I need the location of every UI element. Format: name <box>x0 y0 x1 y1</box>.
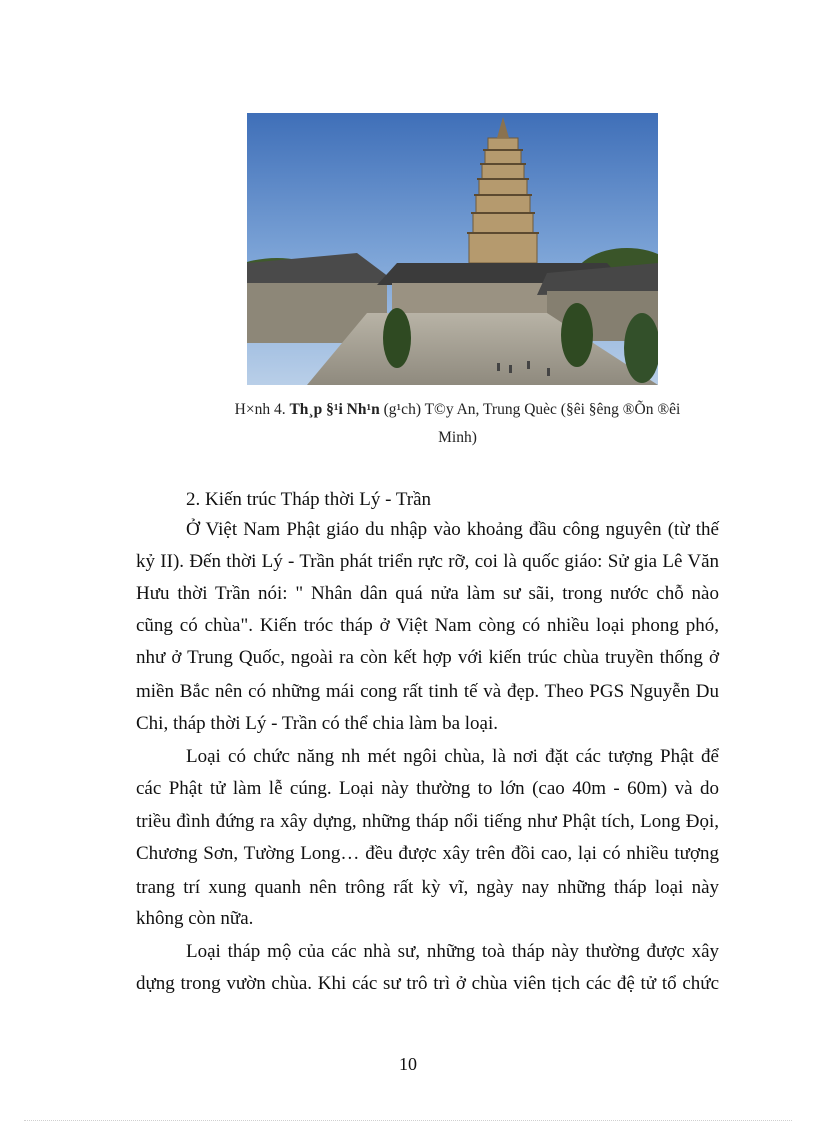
page-bottom-divider <box>24 1120 792 1121</box>
section-heading: 2. Kiến trúc Tháp thời Lý - Trần <box>186 489 432 510</box>
figure-caption-bold: Th¸p §¹i Nh¹n <box>289 401 380 418</box>
pagoda-photo <box>247 113 658 385</box>
body-line: Loại tháp mộ của các nhà sư, những toà tháp này thường được xây <box>186 941 719 962</box>
body-line: cũng có chùa". Kiến tróc tháp ở Việt Nam còng có nhiều loại phong phó, <box>136 615 719 636</box>
figure-caption <box>170 396 745 452</box>
figure-caption-line-1: H×nh 4. Th¸p §¹i Nh¹n (g¹ch) T©y An, Trung Quèc (§êi §êng ®Õn ®êi <box>234 401 681 418</box>
body-line: Chi, tháp thời Lý - Trần có thể chia làm ba loại. <box>136 713 499 734</box>
body-line: trang trí xung quanh nên trông rất kỳ vĩ, ngày nay những tháp loại này <box>136 877 719 898</box>
body-line: Ở Việt Nam Phật giáo du nhập vào khoảng đầu công nguyên (từ thế <box>186 519 719 540</box>
body-line: Hưu thời Trần nói: " Nhân dân quá nửa làm sư sãi, trong nước chỗ nào <box>136 583 719 604</box>
body-line: triều đình đứng ra xây dựng, những tháp nổi tiếng như Phật tích, Long Đọi, <box>136 811 719 832</box>
body-line: như ở Trung Quốc, ngoài ra còn kết hợp với kiến trúc chùa truyền thống ở <box>136 647 719 668</box>
page-number: 10 <box>399 1054 417 1074</box>
body-line: Chương Sơn, Tường Long… đều được xây trên đồi cao, lại có nhiều tượng <box>136 843 719 864</box>
body-line: các Phật tử làm lễ cúng. Loại này thường to lớn (cao 40m - 60m) và do <box>136 778 719 799</box>
body-line: miền Bắc nên có những mái cong rất tinh tế và đẹp. Theo PGS Nguyễn Du <box>136 681 719 702</box>
body-line: Loại có chức năng nh mét ngôi chùa, là nơi đặt các tượng Phật để <box>186 746 719 767</box>
figure-caption-line-2: Minh) <box>438 429 477 446</box>
body-line: kỷ II). Đến thời Lý - Trần phát triển rực rỡ, coi là quốc giáo: Sử gia Lê Văn <box>136 551 719 572</box>
body-line: không còn nữa. <box>136 908 254 929</box>
body-line: dựng trong vườn chùa. Khi các sư trô trì ở chùa viên tịch các đệ tử tổ chức <box>136 973 719 994</box>
